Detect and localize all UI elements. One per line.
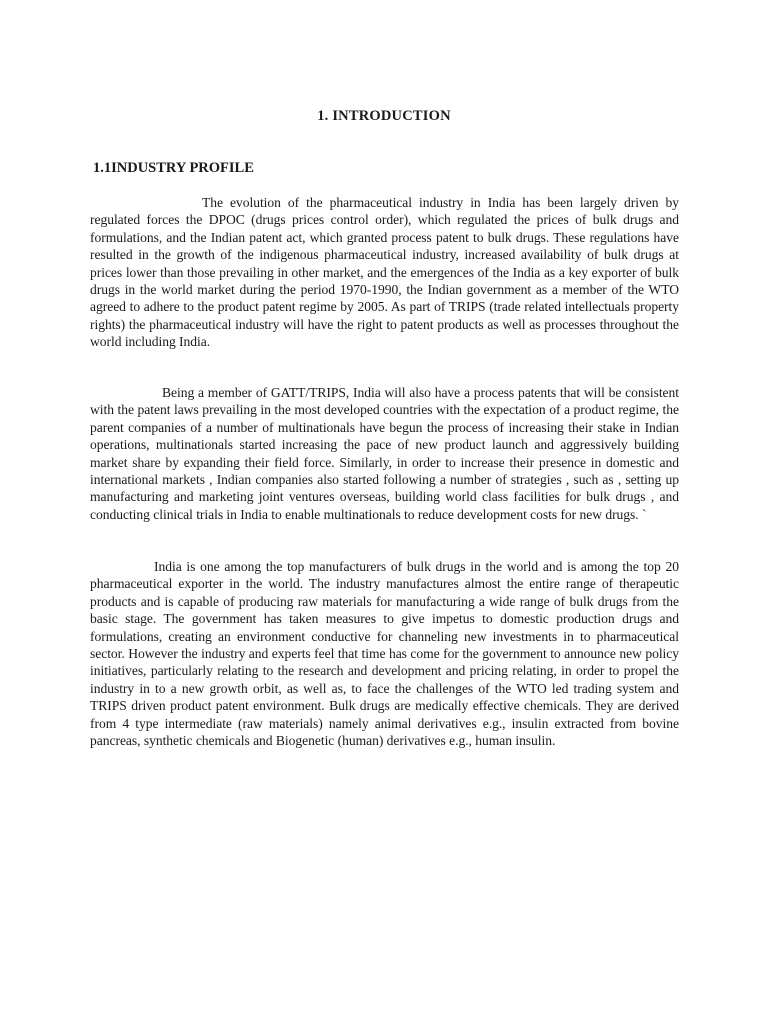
section-heading: 1.1INDUSTRY PROFILE <box>93 160 254 176</box>
paragraph-evolution: The evolution of the pharmaceutical industry in India has been largely driven by regulated forces the DPOC (drugs prices control order), which regulated the prices of bulk drugs and formulations, and the Indian patent act, which granted process patent to bulk drugs. These regulations have resulted in the growth of the indigenous pharmaceutical industry, increased availability of bulk drugs at prices lower than those prevailing in other market, and the emergences of the India as a key exporter of bulk drugs in the world market during the period 1970-1990, the Indian government as a member of the WTO agreed to adhere to the product patent regime by 2005. As part of TRIPS (trade related intellectuals property rights) the pharmaceutical industry will have the right to patent products as well as processes throughout the world including India. <box>90 195 679 350</box>
paragraph-gatt-trips: Being a member of GATT/TRIPS, India will also have a process patents that will be consistent with the patent laws prevailing in the most developed countries with the expectation of a product regime, the parent companies of a number of multinationals have begun the process of increasing their stake in Indian operations, multinationals started increasing the pace of new product launch and aggressively building market share by expanding their field force. Similarly, in order to increase their presence in domestic and international markets , Indian companies also started following a number of strategies , such as , setting up manufacturing and marketing joint ventures overseas, building world class facilities for bulk drugs , and conducting clinical trials in India to enable multinationals to reduce development costs for new drugs. ` <box>90 385 679 522</box>
page-title: 1. INTRODUCTION <box>317 108 451 124</box>
paragraph-bulk-drugs: India is one among the top manufacturers of bulk drugs in the world and is among the top 20 pharmaceutical exporter in the world. The industry manufactures almost the entire range of therapeutic products and is capable of producing raw materials for manufacturing a wide range of bulk drugs from the basic stage. The government has taken measures to give impetus to domestic production drugs and formulations, creating an environment conductive for channeling new investments in to pharmaceutical sector. However the industry and experts feel that time has come for the government to announce new policy initiatives, particularly relating to the research and development and pricing relating, in order to propel the industry in to a new growth orbit, as well as, to face the challenges of the WTO led trading system and TRIPS driven product patent environment. Bulk drugs are medically effective chemicals. They are derived from 4 type intermediate (raw materials) namely animal derivatives e.g., insulin extracted from bovine pancreas, synthetic chemicals and Biogenetic (human) derivatives e.g., human insulin. <box>90 559 679 749</box>
